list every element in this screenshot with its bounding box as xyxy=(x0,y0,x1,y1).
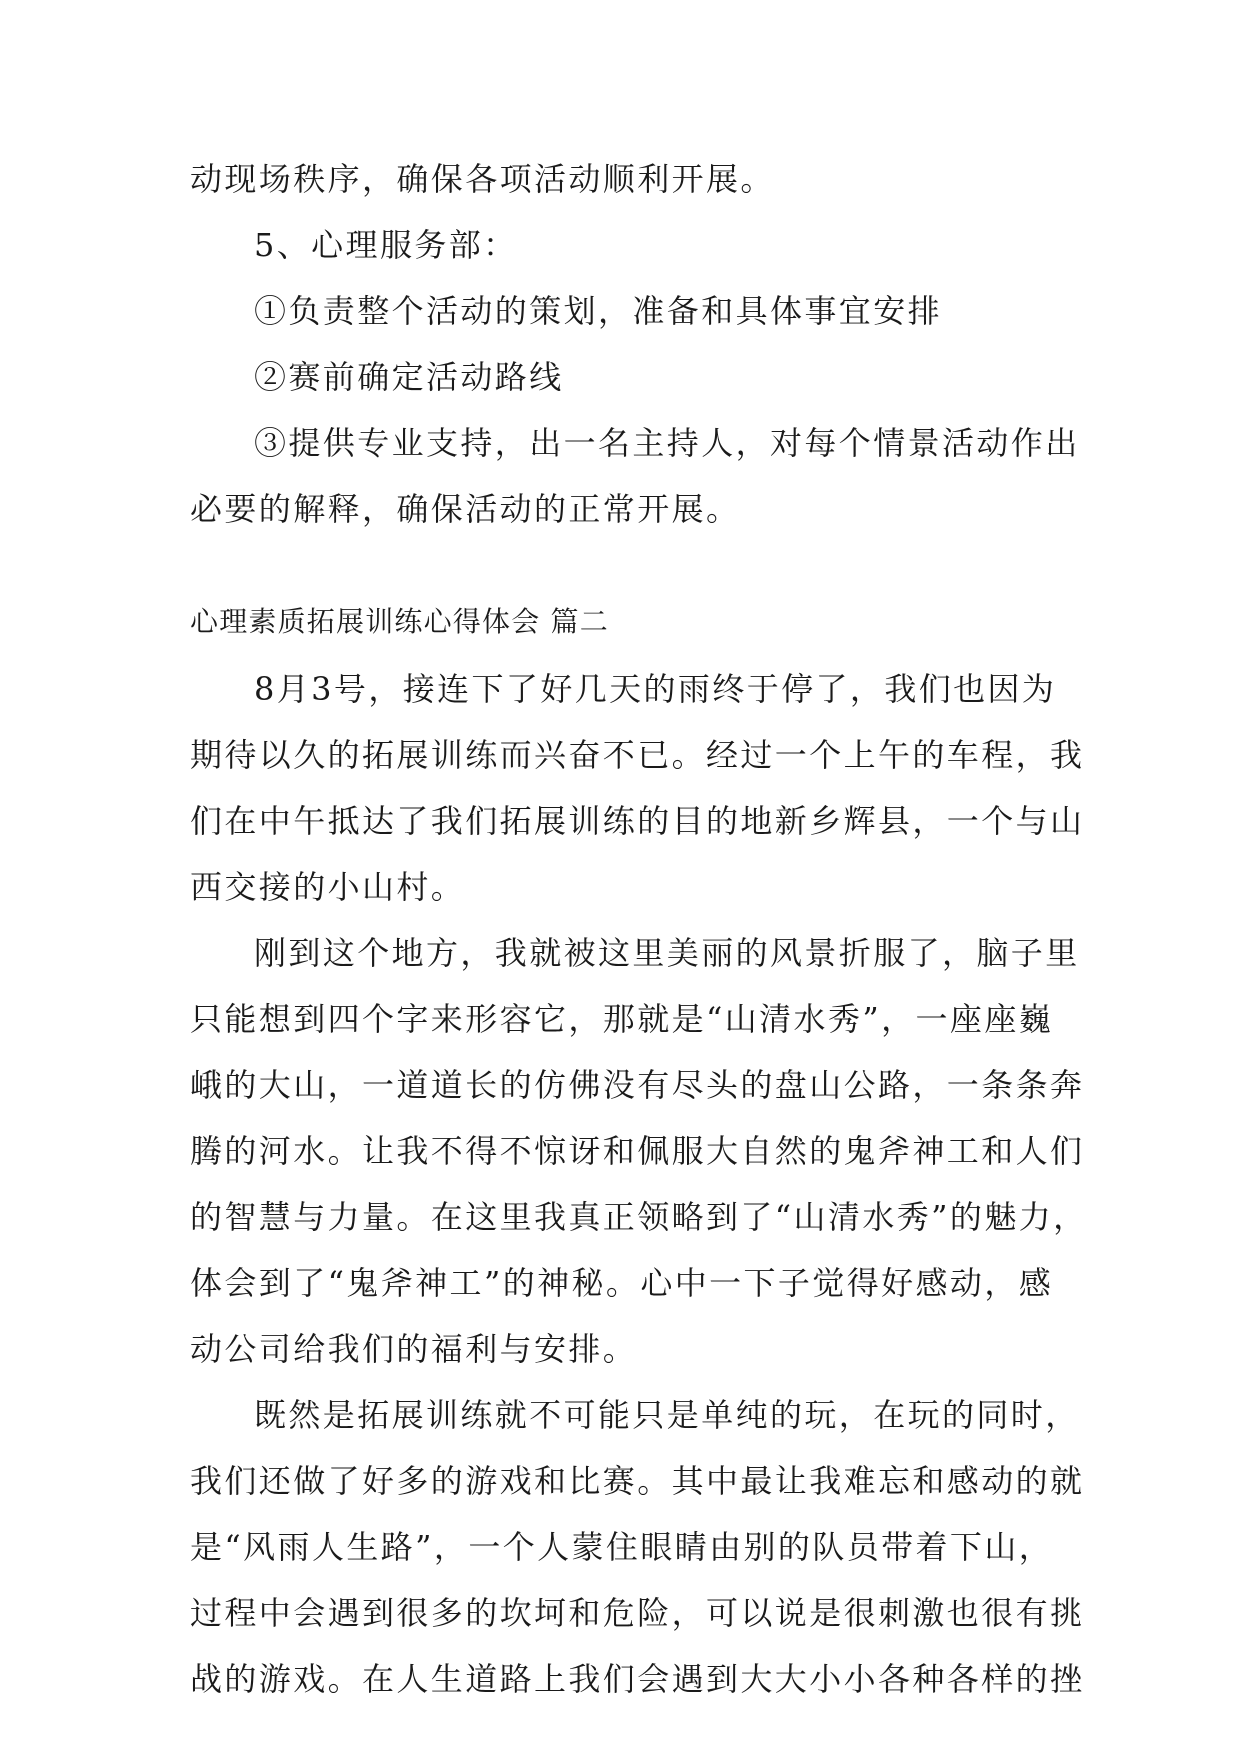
paragraph-line: 8月3号，接连下了好几天的雨终于停了，我们也因为 xyxy=(254,670,1057,708)
section-heading: 心理素质拓展训练心得体会 篇二 xyxy=(190,605,609,638)
text-line: 动现场秩序，确保各项活动顺利开展。 xyxy=(190,160,775,198)
list-item: ②赛前确定活动路线 xyxy=(254,358,564,396)
paragraph-line: 是“风雨人生路”，一个人蒙住眼睛由别的队员带着下山， xyxy=(190,1528,1054,1566)
list-item: ③提供专业支持，出一名主持人，对每个情景活动作出 xyxy=(254,424,1080,462)
paragraph-line: 们在中午抵达了我们拓展训练的目的地新乡辉县，一个与山 xyxy=(190,802,1085,840)
paragraph-line: 战的游戏。在人生道路上我们会遇到大大小小各种各样的挫 xyxy=(190,1660,1085,1698)
paragraph-line: 既然是拓展训练就不可能只是单纯的玩，在玩的同时， xyxy=(254,1396,1080,1434)
paragraph-line: 过程中会遇到很多的坎坷和危险，可以说是很刺激也很有挑 xyxy=(190,1594,1085,1632)
paragraph-line: 西交接的小山村。 xyxy=(190,868,466,906)
paragraph-line: 腾的河水。让我不得不惊讶和佩服大自然的鬼斧神工和人们 xyxy=(190,1132,1085,1170)
text-line: 必要的解释，确保活动的正常开展。 xyxy=(190,490,741,528)
paragraph-line: 动公司给我们的福利与安排。 xyxy=(190,1330,638,1368)
paragraph-line: 只能想到四个字来形容它，那就是“山清水秀”，一座座巍 xyxy=(190,1000,1054,1038)
paragraph-line: 峨的大山，一道道长的仿佛没有尽头的盘山公路，一条条奔 xyxy=(190,1066,1085,1104)
paragraph-line: 我们还做了好多的游戏和比赛。其中最让我难忘和感动的就 xyxy=(190,1462,1085,1500)
paragraph-line: 体会到了“鬼斧神工”的神秘。心中一下子觉得好感动，感 xyxy=(190,1264,1054,1302)
paragraph-line: 的智慧与力量。在这里我真正领略到了“山清水秀”的魅力， xyxy=(190,1198,1088,1236)
list-item: ①负责整个活动的策划，准备和具体事宜安排 xyxy=(254,292,943,330)
paragraph-line: 期待以久的拓展训练而兴奋不已。经过一个上午的车程，我 xyxy=(190,736,1085,774)
section-item-heading: 5、心理服务部： xyxy=(254,226,518,264)
paragraph-line: 刚到这个地方，我就被这里美丽的风景折服了，脑子里 xyxy=(254,934,1080,972)
